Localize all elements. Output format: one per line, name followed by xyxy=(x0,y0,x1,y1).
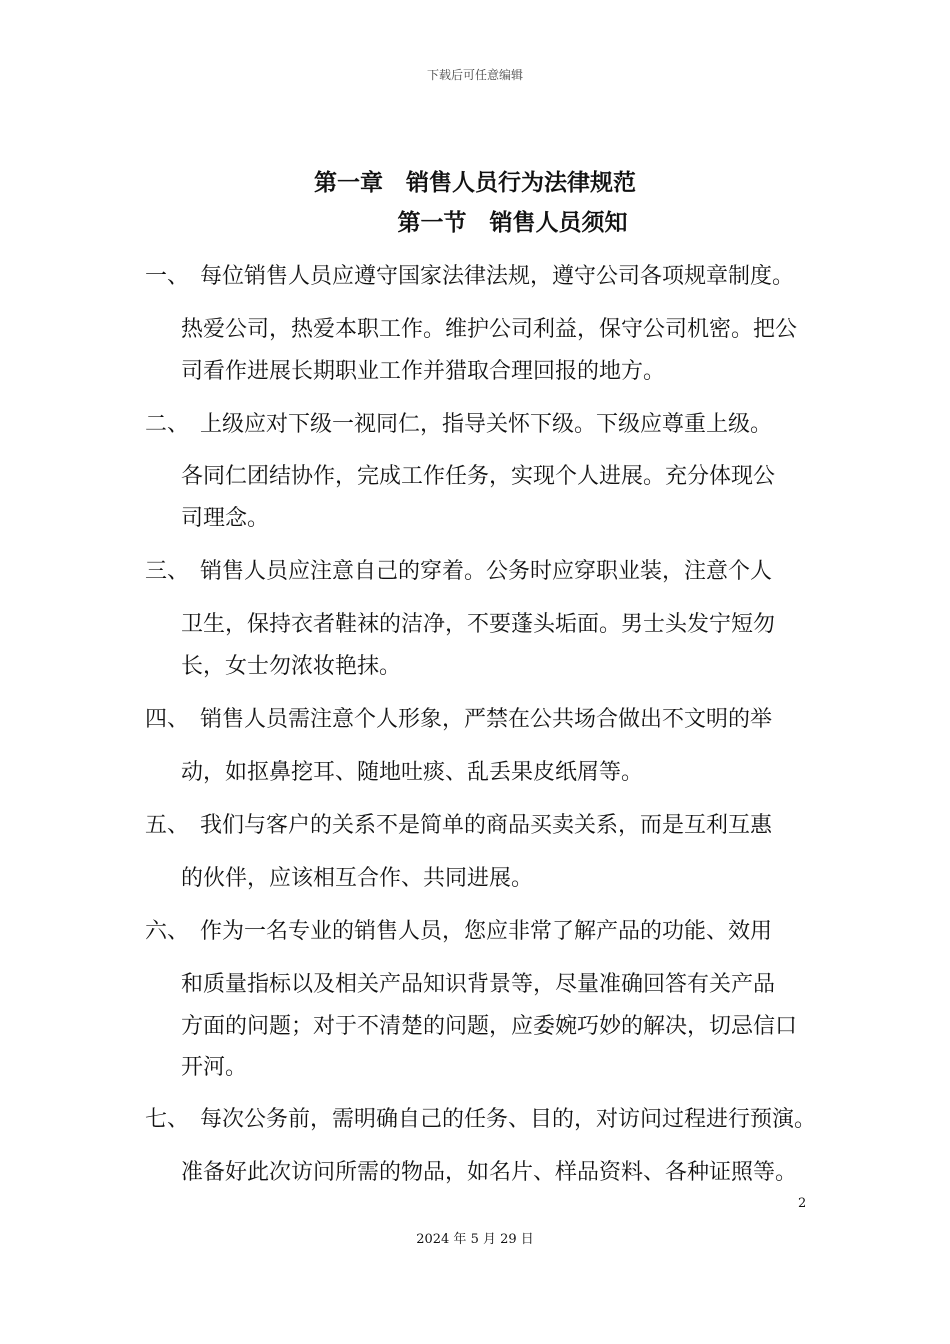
item-number: 五、 xyxy=(145,813,190,838)
chapter-title: 第一章 销售人员行为法律规范 xyxy=(314,170,636,196)
item-number: 六、 xyxy=(145,919,190,944)
item-number: 七、 xyxy=(145,1107,190,1132)
item-line: 司看作进展长期职业工作并猎取合理回报的地方。 xyxy=(181,359,666,384)
item-line: 热爱公司，热爱本职工作。维护公司利益，保守公司机密。把公 xyxy=(181,317,798,342)
item-line: 我们与客户的关系不是简单的商品买卖关系，而是互利互惠 xyxy=(200,813,773,838)
item-line: 和质量指标以及相关产品知识背景等，尽量准确回答有关产品 xyxy=(181,972,776,997)
item-line: 的伙伴，应该相互合作、共同进展。 xyxy=(181,866,534,891)
item-number: 四、 xyxy=(145,707,190,732)
item-line: 开河。 xyxy=(181,1055,248,1080)
item-line: 销售人员需注意个人形象，严禁在公共场合做出不文明的举 xyxy=(200,707,773,732)
item-line: 动，如抠鼻挖耳、随地吐痰、乱丢果皮纸屑等。 xyxy=(181,760,644,785)
item-line: 长，女士勿浓妆艳抹。 xyxy=(181,654,402,679)
item-line: 上级应对下级一视同仁，指导关怀下级。下级应尊重上级。 xyxy=(200,412,773,437)
item-line: 司理念。 xyxy=(181,506,270,531)
item-number: 三、 xyxy=(145,559,190,584)
page-header: 下载后可任意编辑 xyxy=(426,68,523,82)
item-line: 卫生，保持衣者鞋袜的洁净，不要蓬头垢面。男士头发宁短勿 xyxy=(181,612,776,637)
item-line: 方面的问题；对于不清楚的问题，应委婉巧妙的解决，切忌信口 xyxy=(181,1014,798,1039)
item-line: 作为一名专业的销售人员，您应非常了解产品的功能、效用 xyxy=(200,919,773,944)
item-line: 销售人员应注意自己的穿着。公务时应穿职业装，注意个人 xyxy=(200,559,773,584)
footer-date: 2024 年 5 月 29 日 xyxy=(416,1232,534,1247)
item-line: 每次公务前，需明确自己的任务、目的，对访问过程进行预演。 xyxy=(200,1107,817,1132)
item-line: 准备好此次访问所需的物品，如名片、样品资料、各种证照等。 xyxy=(181,1160,798,1185)
section-title: 第一节 销售人员须知 xyxy=(397,210,628,236)
item-number: 二、 xyxy=(145,412,190,437)
item-line: 各同仁团结协作，完成工作任务，实现个人进展。充分体现公 xyxy=(181,464,776,489)
page-number: 2 xyxy=(798,1196,807,1211)
item-number: 一、 xyxy=(145,264,190,289)
item-line: 每位销售人员应遵守国家法律法规，遵守公司各项规章制度。 xyxy=(200,264,795,289)
